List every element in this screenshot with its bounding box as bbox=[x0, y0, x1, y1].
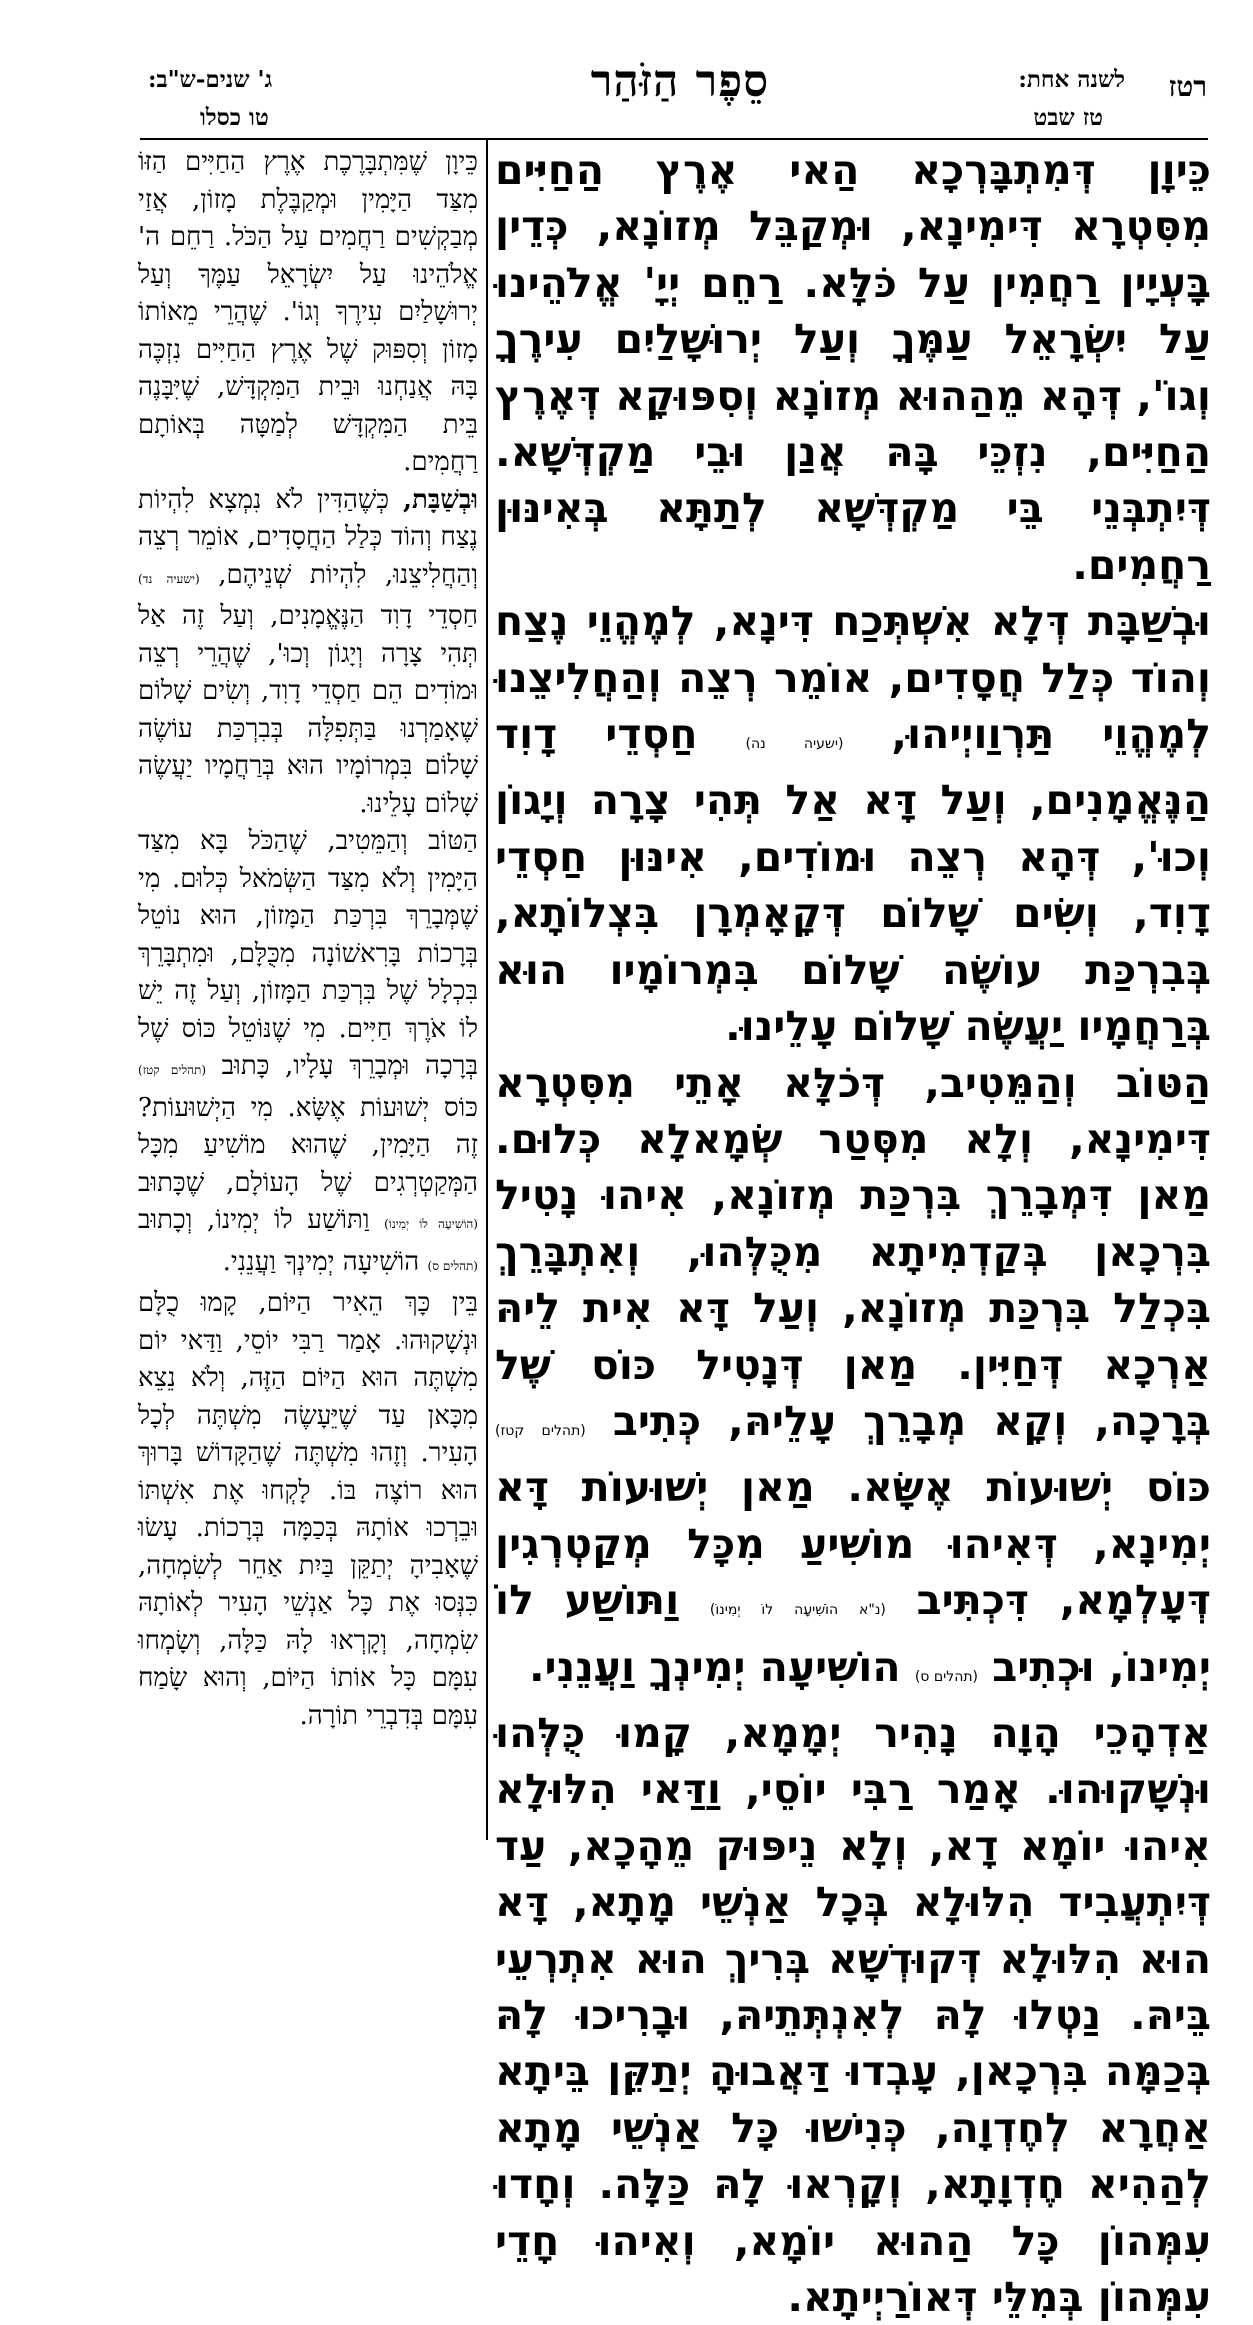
header-divider bbox=[140, 138, 1208, 140]
source-reference: (תהלים ס) bbox=[914, 1668, 979, 1685]
translation-paragraph: וּבְשַׁבָּת, כְּשֶׁהַדִּין לֹא נִמְצָא לִהְיוֹת נֶצַח וְהוֹד כְּלַל הַחֲסָדִים, אוֹמֵר רְצֵה וְהַחֲלִיצֵנוּ, לִהְיוֹת שְׁנֵיהֶם, (ישעיה נד) חַסְדֵי דָוִד הַנֶּאֱמָנִים, וְעַל זֶה אַל תְּהִי צָרָה וְיָגוֹן וְכוּ', שֶׁהֲרֵי רְצֵה וּמוֹדִים הֵם חַסְדֵי דָוִד, וְשִׂים שָׁלוֹם שֶׁאָמַרְנוּ בַּתְּפִלָּה בְּבִרְכַּת עוֹשֶׂה שָׁלוֹם בִּמְרוֹמָיו הוּא בְּרַחֲמָיו יַעֲשֶׂה שָׁלוֹם עָלֵינוּ. bbox=[138, 484, 479, 819]
translation-paragraph: הַטּוֹב וְהַמֵּטִיב, שֶׁהַכֹּל בָּא מִצַּד הַיָּמִין וְלֹא מִצַּד הַשְּׂמֹאל כְּלוּם. מִי שֶׁמְּבָרֵךְ בִּרְכַּת הַמָּזוֹן, הוּא נוֹטֵל בְּרָכוֹת בָּרִאשׁוֹנָה מִכֻּלָּם, וּמִתְבָּרֵךְ בִּכְלָל שֶׁל בִּרְכַּת הַמָּזוֹן, וְעַל זֶה יֵשׁ לוֹ אֹרֶךְ חַיִּים. מִי שֶׁנּוֹטֵל כּוֹס שֶׁל בְּרָכָה וּמְבָרֵךְ עָלָיו, כָּתוּב (תהלים קטז) כּוֹס יְשׁוּעוֹת אֶשָּׂא. מִי הַיְשׁוּעוֹת? זֶה הַיָּמִין, שֶׁהוּא מוֹשִׁיעַ מִכָּל הַמְּקַטְרְגִים שֶׁל הָעוֹלָם, שֶׁכָּתוּב (הוֹשִׁיעָה לוֹ יְמִינוֹ) וַתּוֹשַׁע לוֹ יְמִינוֹ, וְכָתוּב (תהלים ס) הוֹשִׁיעָה יְמִינְךָ וַעֲנֵנִי. bbox=[138, 826, 478, 1277]
schedule-one-year-date: טז שבט bbox=[1033, 104, 1103, 131]
source-reference: (ישעיה נה) bbox=[745, 736, 844, 753]
schedule-one-year: לשנה אחת: bbox=[1018, 66, 1125, 93]
main-paragraph: כֵּיוָן דְּמִתְבָּרְכָא הַאי אֶרֶץ הַחַיִּים מִסִּטְרָא דִּימִינָא, וּמְקַבֵּל מְזוֹנָא, כְּדֵין בָּעְיָין רַחֲמִין עַל כֹּלָּא. רַחֵם יְיָ' אֱלֹהֵינוּ עַל יִשְׂרָאֵל עַמֶּךָ וְעַל יְרוּשָׁלַיִם עִירֶךָ וְגוֹ', דְּהָא מֵהַהוּא מְזוֹנָא וְסִפּוּקָא דְּאֶרֶץ הַחַיִּים, נִזְכֵּי בָּהּ אֲנַן וּבֵי מַקְדְּשָׁא. דְּיִתְבְּנֵי בֵּי מַקְדְּשָׁא לְתַתָּא בְּאִינּוּן רַחֲמִים. bbox=[495, 146, 1211, 589]
translation-paragraph: בֵּין כָּךְ הֵאִיר הַיּוֹם, קָמוּ כֻלָּם וּנְשָׁקוּהוּ. אָמַר רַבִּי יוֹסֵי, וַדַּאי יוֹם מִשְׁתֶּה הוּא הַיּוֹם הַזֶּה, וְלֹא נֵצֵא מִכָּאן עַד שֶׁיֵּעָשֶׂה מִשְׁתֶּה לְכָל הָעִיר. וְזֶהוּ מִשְׁתֶּה שֶׁהַקָּדוֹשׁ בָּרוּךְ הוּא רוֹצֶה בּוֹ. לָקְחוּ אֶת אִשְׁתּוֹ וּבֵרְכוּ אוֹתָהּ בְּכַמָּה בְּרָכוֹת. עָשׂוּ שֶׁאָבִיהָ יְתַקֵּן בַּיִת אַחֵר לְשִׂמְחָה, כִּנְּסוּ אֶת כָּל אַנְשֵׁי הָעִיר לְאוֹתָהּ שִׂמְחָה, וְקָרְאוּ לָהּ כַּלָּה, וְשָׂמְחוּ עִמָּם כָּל אוֹתוֹ הַיּוֹם, וְהוּא שָׂמַח עִמָּם בְּדִבְרֵי תוֹרָה. bbox=[138, 1288, 478, 1731]
main-text-column bbox=[495, 142, 1212, 2322]
source-reference: (ישעיה נד) bbox=[138, 571, 200, 586]
main-paragraph: וּבְשַׁבָּת דְּלָא אִשְׁתְּכַח דִּינָא, לְמֶהֱוֵי נֶצַח וְהוֹד כְּלַל חֲסָדִים, אוֹמֵר רְצֵה וְהַחֲלִיצֵנוּ לְמֶהֱוֵי תַּרְוַויְיהוּ, (ישעיה נה) חַסְדֵי דָוִד הַנֶּאֱמָנִים, וְעַל דָּא אַל תְּהִי צָרָה וְיָגוֹן וְכוּ', דְּהָא רְצֵה וּמוֹדִים, אִינּוּן חַסְדֵי דָוִד, וְשִׂים שָׁלוֹם דְּקָאָמְרָן בִּצְלוֹתָא, בְּבִרְכַּת עוֹשֶׂה שָׁלוֹם בִּמְרוֹמָיו הוּא בְּרַחֲמָיו יַעֲשֶׂה שָׁלוֹם עָלֵינוּ. bbox=[495, 597, 1211, 1051]
variant-reference: (נ"א הוֹשִׁיעָה לוֹ יְמִינוֹ) bbox=[709, 1602, 886, 1619]
column-divider bbox=[486, 140, 488, 1840]
page-title: סֵפֶר הַזֹּהַר bbox=[590, 56, 770, 107]
main-paragraph: אַדְהָכֵי הָוָה נָהִיר יְמָמָא, קָמוּ כֻּלְּהוּ וּנְשָׁקוּהוּ. אָמַר רַבִּי יוֹסֵי, וַדַּאי הִלּוּלָא אִיהוּ יוֹמָא דָא, וְלָא נֵיפּוּק מֵהָכָא, עַד דְּיִתְעֲבִיד הִלּוּלָא בְּכָל אַנְשֵׁי מָתָא, דָּא הוּא הִלּוּלָא דְּקוּדְשָׁא בְּרִיךְ הוּא אִתְרְעֵי בֵּיהּ. נַטְלוּ לָהּ לְאִנְתְּתֵיהּ, וּבָרִיכוּ לָהּ בְּכַמָּה בִּרְכָאן, עָבְדוּ דַּאֲבוּהָ יְתַקֵּן בֵּיתָא אַחֲרָא לְחֶדְוָה, כְּנִישׁוּ כָּל אַנְשֵׁי מָתָא לְהַהִיא חֶדְוָתָא, וְקָרְאוּ לָהּ כַּלָּה. וְחָדוּ עִמְּהוֹן כָּל הַהוּא יוֹמָא, וְאִיהוּ חָדֵי עִמְּהוֹן בְּמִלֵּי דְּאוֹרַיְיתָא. bbox=[495, 1708, 1211, 2322]
translation-paragraph: כֵּיוָן שֶׁמִּתְבָּרֶכֶת אֶרֶץ הַחַיִּים הַזּוֹ מִצַּד הַיָּמִין וּמְקַבֶּלֶת מָזוֹן, אֲזַי מְבַקְשִׁים רַחֲמִים עַל הַכֹּל. רַחֵם ה' אֱלֹהֵינוּ עַל יִשְׂרָאֵל עַמֶּךָ וְעַל יְרוּשָׁלַיִם עִירֶךָ וְגוֹ'. שֶׁהֲרֵי מֵאוֹתוֹ מָזוֹן וְסִפּוּק שֶׁל אֶרֶץ הַחַיִּים נִזְכֶּה בָּהּ אֲנַחְנוּ וּבֵית הַמִּקְדָּשׁ, שֶׁיִּבָּנֶה בֵּית הַמִּקְדָּשׁ לְמַטָּה בְּאוֹתָם רַחֲמִים. bbox=[138, 147, 478, 477]
variant-reference: (הוֹשִׁיעָה לוֹ יְמִינוֹ) bbox=[384, 1217, 478, 1231]
schedule-three-years-date: טו כסלו bbox=[200, 104, 269, 131]
source-reference: (תהלים קטז) bbox=[495, 1422, 586, 1439]
source-reference: (תהלים קטז) bbox=[138, 1063, 207, 1077]
page-number: רטז bbox=[1168, 70, 1207, 103]
translation-column bbox=[138, 144, 478, 1844]
main-paragraph: הַטּוֹב וְהַמֵּטִיב, דְּכֹלָּא אָתֵי מִסִּטְרָא דִּימִינָא, וְלָא מִסְּטַר שְׂמָאלָא כְּלוּם. מַאן דִּמְבָרֵךְ בִּרְכַּת מְזוֹנָא, אִיהוּ נָטִיל בִּרְכָאן בְּקַדְמִיתָא מִכֻּלְּהוּ, וְאִתְבָּרֵךְ בִּכְלַל בִּרְכַּת מְזוֹנָא, וְעַל דָּא אִית לֵיהּ אַרְכָא דְּחַיִּין. מַאן דְּנָטִיל כּוֹס שֶׁל בְּרָכָה, וְקָא מְבָרֵךְ עָלֵיהּ, כְּתִיב (תהלים קטז) כּוֹס יְשׁוּעוֹת אֶשָּׂא. מַאן יְשׁוּעוֹת דָּא יְמִינָא, דְּאִיהוּ מוֹשִׁיעַ מִכָּל מְקַטְרְגִין דְּעָלְמָא, דִּכְתִּיב (נ"א הוֹשִׁיעָה לוֹ יְמִינוֹ) וַתּוֹשַׁע לוֹ יְמִינוֹ, וּכְתִיב (תהלים ס) הוֹשִׁיעָה יְמִינְךָ וַעֲנֵנִי. bbox=[495, 1058, 1212, 1691]
source-reference: (תהלים ס) bbox=[427, 1258, 478, 1273]
schedule-three-years: ג' שנים-ש"ב: bbox=[148, 66, 273, 93]
